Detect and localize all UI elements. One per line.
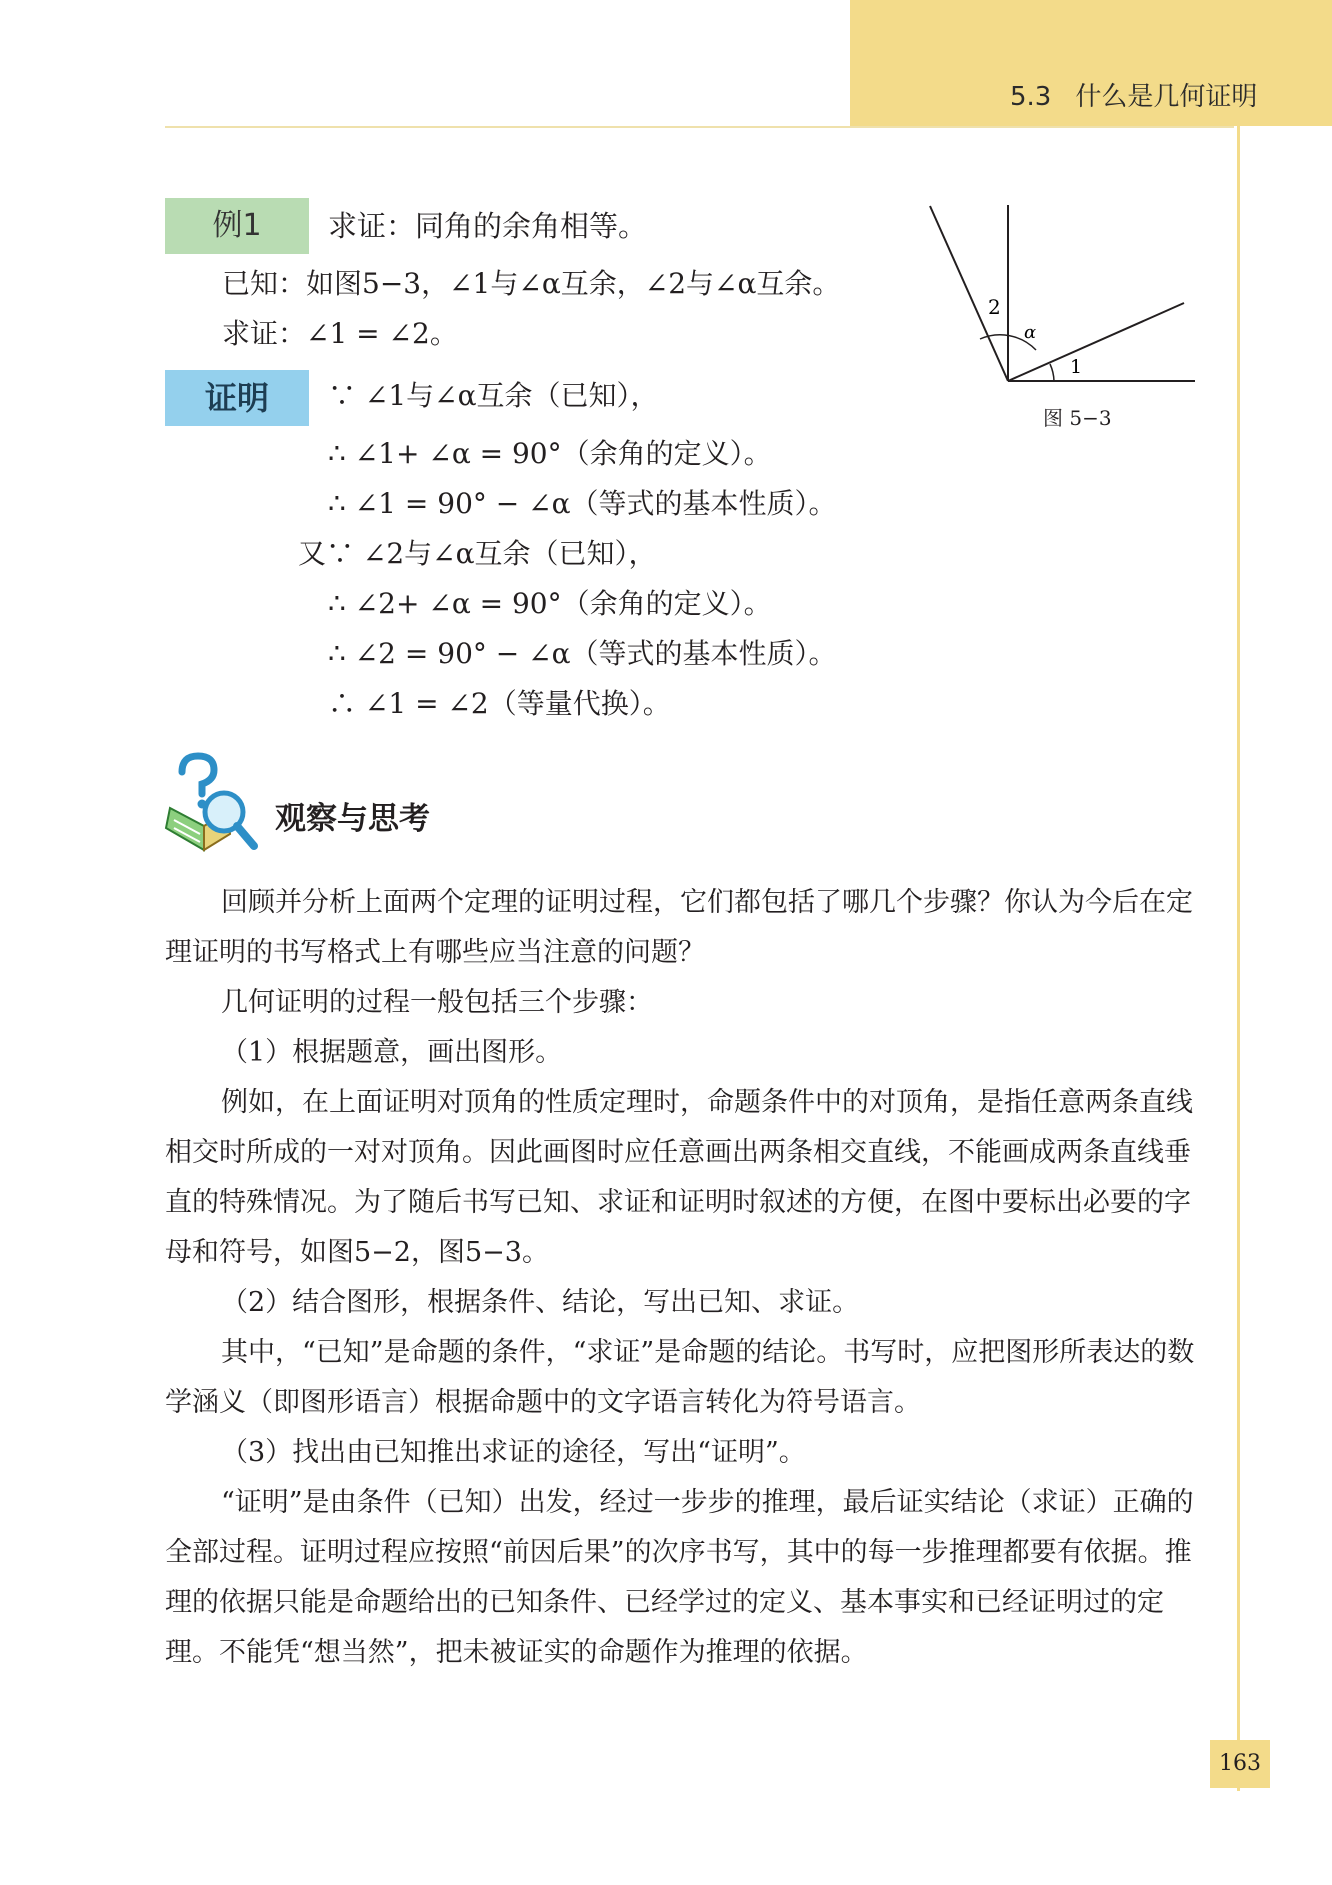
proof-line: ∵ ∠1与∠α互余（已知）， — [328, 379, 659, 412]
example-statement: 求证：同角的余角相等。 — [328, 209, 648, 243]
section-heading — [1010, 76, 1257, 113]
proof-line: ∴ ∠1 = 90° − ∠α（等式的基本性质）。 — [328, 487, 837, 520]
proof-line: ∴ ∠2+ ∠α = 90°（余角的定义）。 — [328, 587, 772, 620]
angle-label-1: 1 — [1070, 356, 1083, 378]
page-number: 163 — [1210, 1740, 1270, 1788]
side-rule — [1237, 126, 1240, 1791]
angle-label-2: 2 — [988, 295, 1001, 319]
example-to-prove: 求证：∠1 = ∠2。 — [222, 317, 458, 350]
paragraph: 其中，“已知”是命题的条件，“求证”是命题的结论。书写时，应把图形所表达的数学涵义（即图形语言）根据命题中的文字语言转化为符号语言。 — [165, 1337, 1195, 1418]
paragraph: 例如，在上面证明对顶角的性质定理时，命题条件中的对顶角，是指任意两条直线相交时所成的一对对顶角。因此画图时应任意画出两条相交直线，不能画成两条直线垂直的特殊情况。为了随后书写已知、求证和证明时叙述的方便，在图中要标出必要的字母和符号，如图5−2，图5−3。 — [165, 1087, 1193, 1268]
figure-caption: 图 5−3 — [1043, 406, 1112, 430]
paragraph: “证明”是由条件（已知）出发，经过一步步的推理，最后证实结论（求证）正确的全部过程。证明过程应按照“前因后果”的次序书写，其中的每一步推理都要有依据。推理的依据只能是命题给出的已知条件、已经学过的定义、基本事实和已经证明过的定理。不能凭“想当然”，把未被证实的命题作为推理的依据。 — [165, 1487, 1194, 1668]
paragraph: 回顾并分析上面两个定理的证明过程，它们都包括了哪几个步骤？你认为今后在定理证明的书写格式上有哪些应当注意的问题？ — [165, 887, 1193, 968]
example-given: 已知：如图5−3，∠1与∠α互余，∠2与∠α互余。 — [222, 267, 841, 300]
proof-tag: 证明 — [165, 370, 309, 426]
paragraph: （2）结合图形，根据条件、结论，写出已知、求证。 — [221, 1287, 860, 1318]
proof-line: ∴ ∠2 = 90° − ∠α（等式的基本性质）。 — [328, 637, 837, 670]
example-tag: 例1 — [165, 198, 309, 254]
section-number: 5.3 — [1010, 82, 1052, 112]
proof-line: ∴ ∠1+ ∠α = 90°（余角的定义）。 — [328, 437, 772, 470]
observe-body — [165, 878, 1205, 1678]
magnifier-book-icon — [160, 752, 260, 860]
ray-left — [930, 206, 1008, 381]
proof-line: 又∵ ∠2与∠α互余（已知）， — [298, 537, 657, 570]
observe-title: 观察与思考 — [275, 801, 430, 837]
paragraph: 几何证明的过程一般包括三个步骤： — [221, 987, 653, 1018]
angle-label-alpha: α — [1024, 322, 1037, 343]
angle-arc-1 — [1050, 364, 1054, 381]
paragraph: （1）根据题意，画出图形。 — [221, 1037, 563, 1068]
paragraph: （3）找出由已知推出求证的途径，写出“证明”。 — [221, 1437, 806, 1468]
section-title: 什么是几何证明 — [1075, 82, 1258, 112]
header-rule — [165, 126, 1234, 128]
proof-line: ∴ ∠1 = ∠2（等量代换）。 — [328, 687, 671, 720]
angle-figure — [920, 200, 1200, 430]
